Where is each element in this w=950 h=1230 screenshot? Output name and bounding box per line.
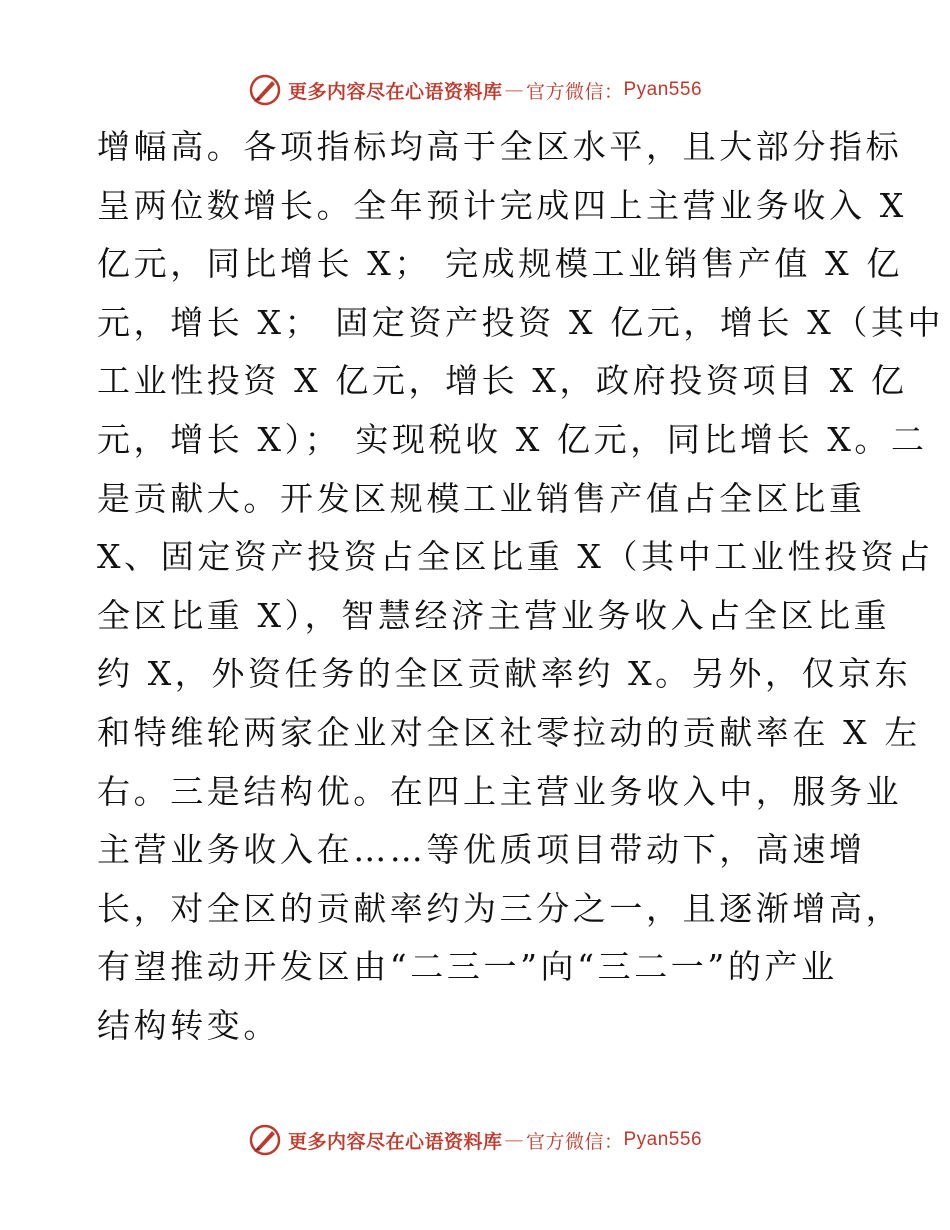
banner-account-id: Pyan556 xyxy=(623,1129,703,1150)
body-line: 呈两位数增长。全年预计完成四上主营业务收入 X xyxy=(97,185,907,225)
body-line: 增幅高。各项指标均高于全区水平，且大部分指标 xyxy=(97,127,903,166)
body-line: 全区比重 X），智慧经济主营业务收入占全区比重 xyxy=(97,595,891,635)
header-banner xyxy=(0,70,950,110)
footer-banner xyxy=(0,1120,950,1160)
body-line: 是贡献大。开发区规模工业销售产值占全区比重 xyxy=(97,478,866,518)
body-line: 工业性投资 X 亿元，增长 X，政府投资项目 X 亿 xyxy=(97,361,908,401)
body-line: 主营业务收入在……等优质项目带动下，高速增 xyxy=(97,830,866,870)
banner-official-label: 官方微信： xyxy=(525,1130,624,1153)
banner-account-id: Pyan556 xyxy=(623,79,703,100)
quill-pen-logo-icon xyxy=(248,1123,282,1157)
body-line: 有望推动开发区由“二三一”向“三二一”的产业 xyxy=(97,947,838,987)
banner-separator: — xyxy=(504,1129,524,1151)
body-line: 和特维轮两家企业对全区社零拉动的贡献率在 X 左 xyxy=(97,712,921,752)
banner-site-name: 更多内容尽在心语资料库 xyxy=(287,1130,503,1153)
body-line: 约 X，外资任务的全区贡献率约 X。另外，仅京东 xyxy=(97,654,912,694)
body-line: 元，增长 X）； 实现税收 X 亿元，同比增长 X。二 xyxy=(97,419,928,459)
quill-pen-logo-icon xyxy=(248,73,282,107)
body-line: 元，增长 X； 固定资产投资 X 亿元，增长 X（其中 xyxy=(97,302,945,342)
banner-site-name: 更多内容尽在心语资料库 xyxy=(287,80,503,103)
body-line: 亿元，同比增长 X； 完成规模工业销售产值 X 亿 xyxy=(97,244,903,284)
document-body xyxy=(97,118,945,1056)
body-line: 结构转变。 xyxy=(97,1005,280,1045)
body-line: X、固定资产投资占全区比重 X（其中工业性投资占 xyxy=(97,537,934,577)
body-line: 右。三是结构优。在四上主营业务收入中，服务业 xyxy=(97,771,903,811)
body-line: 长，对全区的贡献率约为三分之一，且逐渐增高， xyxy=(97,888,903,928)
banner-official-label: 官方微信： xyxy=(525,80,624,103)
banner-separator: — xyxy=(504,79,524,101)
